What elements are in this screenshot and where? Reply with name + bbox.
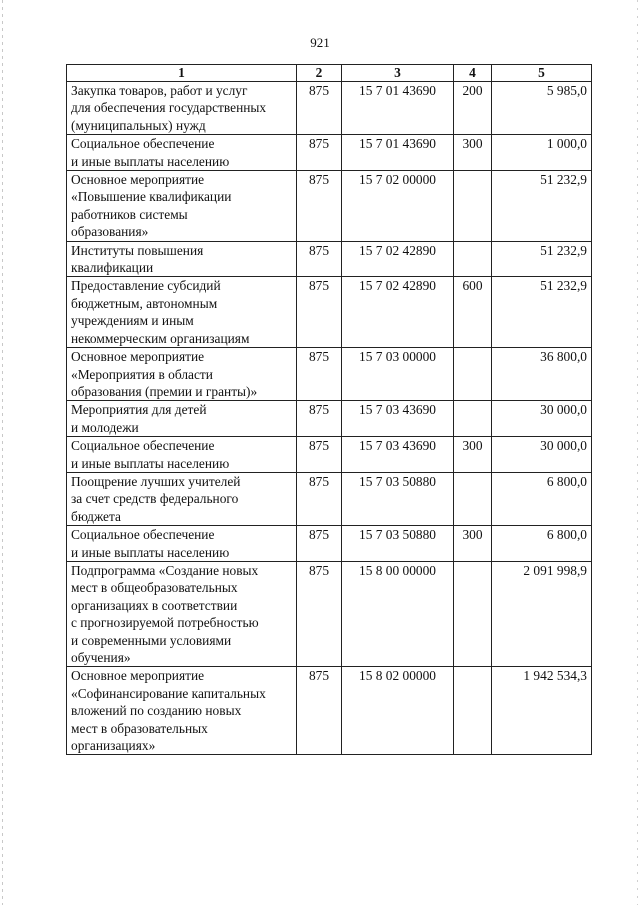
expense-type-cell [454, 472, 492, 525]
amount-cell: 30 000,0 [492, 401, 592, 437]
target-code-cell: 15 7 03 43690 [342, 401, 454, 437]
budget-table [66, 64, 592, 755]
expense-type-cell: 300 [454, 437, 492, 473]
table-header-row [67, 65, 592, 82]
table-row [67, 401, 592, 437]
target-code-cell: 15 7 01 43690 [342, 82, 454, 135]
row-name-cell: Основное мероприятие «Мероприятия в области образования (премии и гранты)» [67, 348, 297, 401]
amount-cell: 51 232,9 [492, 277, 592, 348]
table-row [67, 241, 592, 277]
row-name-cell: Закупка товаров, работ и услуг для обеспечения государственных (муниципальных) нужд [67, 82, 297, 135]
row-name-cell: Социальное обеспечение и иные выплаты населению [67, 135, 297, 171]
ministry-code-cell: 875 [297, 437, 342, 473]
ministry-code-cell: 875 [297, 667, 342, 755]
target-code-cell: 15 7 03 00000 [342, 348, 454, 401]
page-number: 921 [310, 35, 330, 50]
expense-type-cell: 300 [454, 135, 492, 171]
row-name-cell: Социальное обеспечение и иные выплаты населению [67, 437, 297, 473]
amount-cell: 6 800,0 [492, 526, 592, 562]
scan-edge-right [637, 0, 638, 905]
row-name-cell: Основное мероприятие «Повышение квалификации работников системы образования» [67, 171, 297, 242]
amount-cell: 30 000,0 [492, 437, 592, 473]
column-header-4: 4 [454, 65, 492, 82]
ministry-code-cell: 875 [297, 561, 342, 666]
column-header-2: 2 [297, 65, 342, 82]
table-body [67, 82, 592, 755]
target-code-cell: 15 7 02 00000 [342, 171, 454, 242]
row-name-cell: Мероприятия для детей и молодежи [67, 401, 297, 437]
ministry-code-cell: 875 [297, 171, 342, 242]
scan-edge-left [2, 0, 3, 905]
amount-cell: 36 800,0 [492, 348, 592, 401]
expense-type-cell [454, 241, 492, 277]
expense-type-cell [454, 348, 492, 401]
amount-cell: 5 985,0 [492, 82, 592, 135]
target-code-cell: 15 7 02 42890 [342, 241, 454, 277]
ministry-code-cell: 875 [297, 348, 342, 401]
amount-cell: 51 232,9 [492, 171, 592, 242]
table-row [67, 348, 592, 401]
target-code-cell: 15 7 03 43690 [342, 437, 454, 473]
ministry-code-cell: 875 [297, 135, 342, 171]
column-header-3: 3 [342, 65, 454, 82]
table-row [67, 561, 592, 666]
amount-cell: 6 800,0 [492, 472, 592, 525]
expense-type-cell: 300 [454, 526, 492, 562]
row-name-cell: Институты повышения квалификации [67, 241, 297, 277]
ministry-code-cell: 875 [297, 401, 342, 437]
table-row [67, 171, 592, 242]
expense-type-cell [454, 561, 492, 666]
row-name-cell: Основное мероприятие «Софинансирование капитальных вложений по созданию новых мест в образовательных организациях» [67, 667, 297, 755]
expense-type-cell [454, 401, 492, 437]
table-row [67, 437, 592, 473]
row-name-cell: Поощрение лучших учителей за счет средств федерального бюджета [67, 472, 297, 525]
table-row [67, 667, 592, 755]
table-row [67, 277, 592, 348]
ministry-code-cell: 875 [297, 472, 342, 525]
expense-type-cell [454, 171, 492, 242]
column-header-5: 5 [492, 65, 592, 82]
ministry-code-cell: 875 [297, 277, 342, 348]
target-code-cell: 15 8 00 00000 [342, 561, 454, 666]
table-row [67, 472, 592, 525]
row-name-cell: Предоставление субсидий бюджетным, автономным учреждениям и иным некоммерческим организациям [67, 277, 297, 348]
expense-type-cell [454, 667, 492, 755]
target-code-cell: 15 7 03 50880 [342, 526, 454, 562]
target-code-cell: 15 7 02 42890 [342, 277, 454, 348]
row-name-cell: Социальное обеспечение и иные выплаты населению [67, 526, 297, 562]
table-row [67, 135, 592, 171]
target-code-cell: 15 7 03 50880 [342, 472, 454, 525]
row-name-cell: Подпрограмма «Создание новых мест в общеобразовательных организациях в соответствии с прогнозируемой потребностью и современными условиями обучения» [67, 561, 297, 666]
amount-cell: 1 942 534,3 [492, 667, 592, 755]
target-code-cell: 15 8 02 00000 [342, 667, 454, 755]
amount-cell: 51 232,9 [492, 241, 592, 277]
target-code-cell: 15 7 01 43690 [342, 135, 454, 171]
ministry-code-cell: 875 [297, 82, 342, 135]
column-header-1: 1 [67, 65, 297, 82]
expense-type-cell: 200 [454, 82, 492, 135]
amount-cell: 2 091 998,9 [492, 561, 592, 666]
ministry-code-cell: 875 [297, 526, 342, 562]
table-row [67, 82, 592, 135]
amount-cell: 1 000,0 [492, 135, 592, 171]
ministry-code-cell: 875 [297, 241, 342, 277]
table-row [67, 526, 592, 562]
expense-type-cell: 600 [454, 277, 492, 348]
